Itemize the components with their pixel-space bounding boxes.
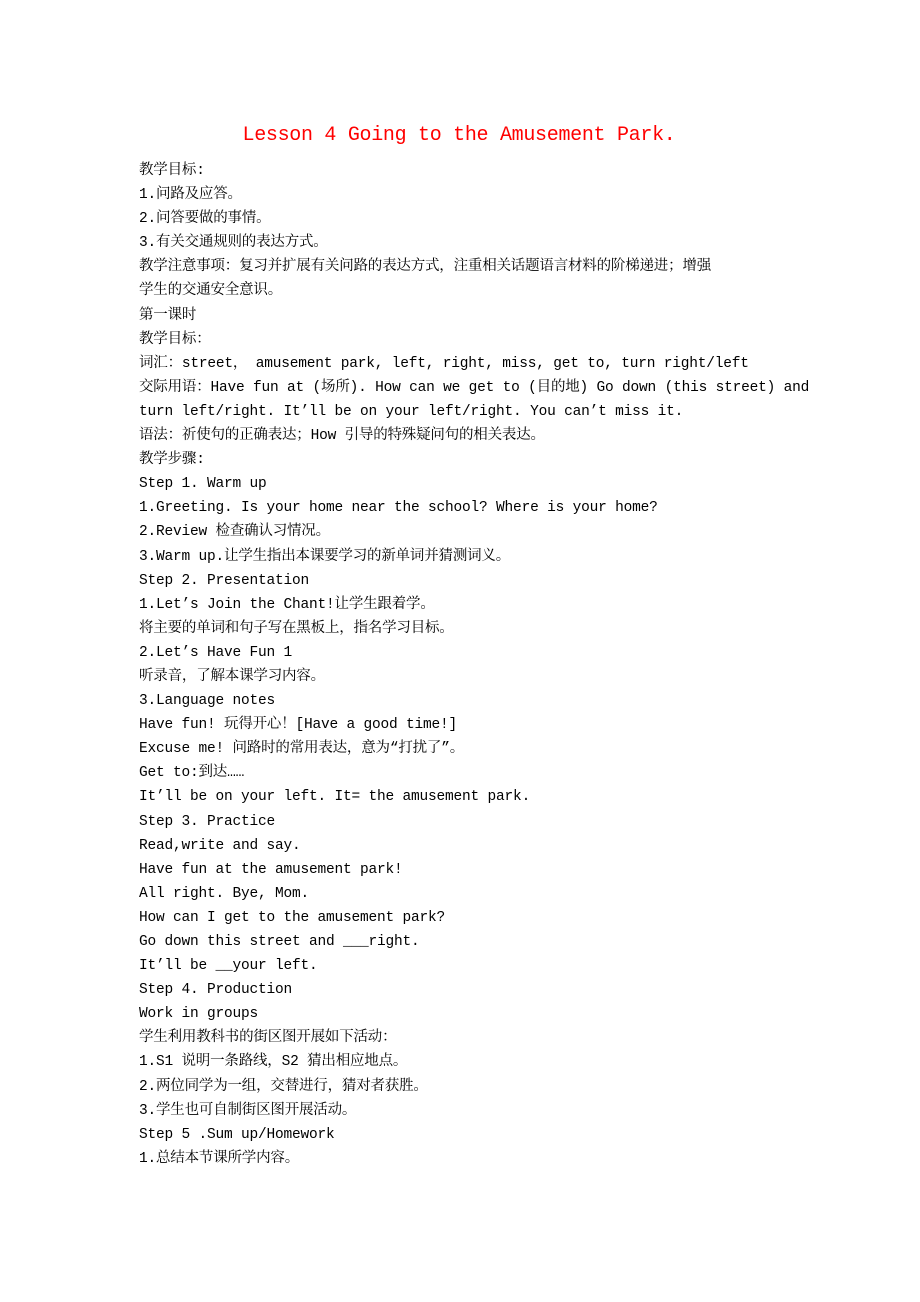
objective-item: 1.问路及应答。	[139, 187, 242, 204]
teaching-notes-cont: 学生的交通安全意识。	[139, 283, 282, 300]
production-item: 3.学生也可自制街区图开展活动。	[139, 1102, 357, 1119]
practice-item: Read,write and say.	[139, 837, 301, 854]
section-heading-steps: 教学步骤:	[139, 452, 205, 469]
section-heading-objectives: 教学目标:	[139, 163, 205, 179]
lesson-period-heading: 第一课时	[139, 307, 197, 324]
step-item: 3.Warm up.让学生指出本课要学习的新单词并猜测词义。	[139, 548, 511, 565]
practice-item: All right. Bye, Mom.	[139, 885, 310, 902]
communication-line-cont: turn left/right. It’ll be on your left/right. You can’t miss it.	[139, 403, 684, 420]
teaching-notes: 教学注意事项：复习并扩展有关问路的表达方式，注重相关话题语言材料的阶梯递进；增强	[139, 259, 711, 276]
grammar-line: 语法：祈使句的正确表达；How 引导的特殊疑问句的相关表达。	[139, 428, 545, 445]
practice-item: Go down this street and ___right.	[139, 934, 420, 950]
section-heading-objectives: 教学目标：	[139, 331, 211, 348]
step-item: 3.Language notes	[139, 693, 276, 710]
step-item: 将主要的单词和句子写在黑板上，指名学习目标。	[139, 620, 454, 637]
step-heading: Step 3. Practice	[139, 813, 276, 830]
language-note: Excuse me! 问路时的常用表达，意为“打扰了”。	[139, 741, 465, 758]
language-note: It’ll be on your left. It= the amusement park.	[139, 789, 531, 806]
homework-item: 1.总结本节课所学内容。	[139, 1150, 300, 1167]
step-item: 1.Let’s Join the Chant!让学生跟着学。	[139, 596, 435, 613]
document-title: Lesson 4 Going to the Amusement Park.	[242, 124, 676, 147]
step-heading: Step 5 .Sum up/Homework	[139, 1126, 335, 1143]
production-item: 1.S1 说明一条路线，S2 猜出相应地点。	[139, 1054, 408, 1071]
practice-item: It’ll be __your left.	[139, 958, 318, 975]
communication-line: 交际用语：Have fun at (场所). How can we get to (目的地) Go down (this street) and	[139, 379, 810, 396]
document-body	[139, 159, 819, 1171]
step-item: 2.Review 检查确认习情况。	[139, 524, 330, 541]
vocabulary-line: 词汇：street， amusement park, left, right, miss, get to, turn right/left	[139, 355, 749, 372]
objective-item: 2.问答要做的事情。	[139, 211, 271, 228]
step-item: 1.Greeting. Is your home near the school? Where is your home?	[139, 500, 658, 517]
step-heading: Step 1. Warm up	[139, 476, 267, 493]
production-item: 学生利用教科书的街区图开展如下活动：	[139, 1030, 397, 1047]
objective-item: 3.有关交通规则的表达方式。	[139, 235, 328, 252]
practice-item: How can I get to the amusement park?	[139, 909, 446, 926]
step-heading: Step 2. Presentation	[139, 572, 310, 589]
production-item: Work in groups	[139, 1006, 259, 1023]
step-heading: Step 4. Production	[139, 982, 293, 999]
step-item: 2.Let’s Have Fun 1	[139, 644, 293, 661]
production-item: 2.两位同学为一组，交替进行，猜对者获胜。	[139, 1078, 428, 1095]
practice-item: Have fun at the amusement park!	[139, 861, 403, 878]
language-note: Have fun! 玩得开心！[Have a good time!]	[139, 717, 458, 734]
step-item: 听录音，了解本课学习内容。	[139, 668, 325, 685]
language-note: Get to:到达……	[139, 765, 245, 782]
